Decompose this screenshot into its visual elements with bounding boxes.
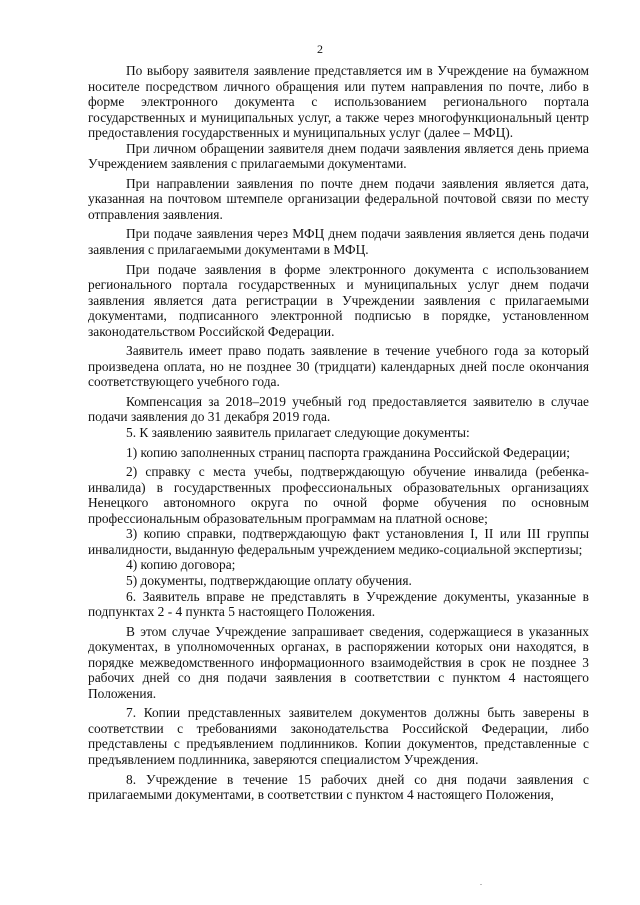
paragraph-clause-5: 5. К заявлению заявитель прилагает следующие документы: xyxy=(126,425,470,441)
paragraph-clause-8: 8. Учреждение в течение 15 рабочих дней со дня подачи заявления с прилагаемыми документами, в соответствии с пунктом 4 настоящего Положения, xyxy=(88,771,589,803)
list-item-disability-certificate: 3) копию справки, подтверждающую факт установления I, II или III группы инвалидности, выданную федеральным учреждением медико-социальной экспертизы; xyxy=(88,526,589,557)
paragraph-postal-submission: При направлении заявления по почте днем подачи заявления является дата, указанная на почтовом штемпеле организации федеральной почтовой связи по месту отправления заявления. xyxy=(88,175,589,222)
paragraph-clause-6: 6. Заявитель вправе не представлять в Учреждение документы, указанные в подпунктах 2 - 4 пункта 5 настоящего Положения. xyxy=(88,588,589,620)
paragraph-compensation-2018-2019: Компенсация за 2018–2019 учебный год предоставляется заявителю в случае подачи заявления до 31 декабря 2019 года. xyxy=(88,393,589,425)
paragraph-clause-7: 7. Копии представленных заявителем документов должны быть заверены в соответствии с требованиями законодательства Российской Федерации, либо представлены с предъявлением подлинников. Копии документов, представленные с предъявлением подлинника, заверяются специалистом Учреждения. xyxy=(88,705,589,767)
paragraph-interagency-request: В этом случае Учреждение запрашивает сведения, содержащиеся в указанных документах, в уполномоченных органах, в распоряжении которых они находятся, в порядке межведомственного информационного взаимодействия в срок не позднее 3 рабочих дней со дня подачи заявления в соответствии с пунктом 4 настоящего Положения. xyxy=(88,623,589,701)
list-item-payment-documents: 5) документы, подтверждающие оплату обучения. xyxy=(126,572,412,588)
document-body xyxy=(88,63,589,803)
list-item-passport-copy: 1) копию заполненных страниц паспорта гражданина Российской Федерации; xyxy=(126,444,571,460)
paragraph-mfc-submission: При подаче заявления через МФЦ днем подачи заявления является день подачи заявления с прилагаемыми документами в МФЦ. xyxy=(88,226,589,258)
paragraph-personal-submission: При личном обращении заявителя днем подачи заявления является день приема Учреждением заявления с прилагаемыми документами. xyxy=(88,140,589,172)
list-item-contract-copy: 4) копию договора; xyxy=(126,557,236,573)
list-item-study-certificate: 2) справку с места учебы, подтверждающую обучение инвалида (ребенка-инвалида) в государственных профессиональных образовательных организациях Ненецкого автономного округа по очной форме обучения по основным профессиональным образовательным программам на платной основе; xyxy=(88,464,589,526)
page-number: 2 xyxy=(317,42,323,56)
paragraph-electronic-submission: При подаче заявления в форме электронного документа с использованием регионального портала государственных и муниципальных услуг днем подачи заявления является дата регистрации в Учреждении заявления с прилагаемыми документами, подписанного электронной подписью в порядке, установленном законодательством Российской Федерации. xyxy=(88,261,589,339)
paragraph-submission-deadline: Заявитель имеет право подать заявление в течение учебного года за который произведена оплата, но не позднее 30 (тридцати) календарных дней после окончания соответствующего учебного года. xyxy=(88,343,589,390)
scan-artifact xyxy=(480,884,482,885)
paragraph-submission-methods: По выбору заявителя заявление представляется им в Учреждение на бумажном носителе посредством личного обращения или путем направления по почте, либо в форме электронного документа с использованием регионального портала государственных и муниципальных услуг, а также через многофункциональный центр предоставления государственных и муниципальных услуг (далее – МФЦ). xyxy=(88,63,589,141)
